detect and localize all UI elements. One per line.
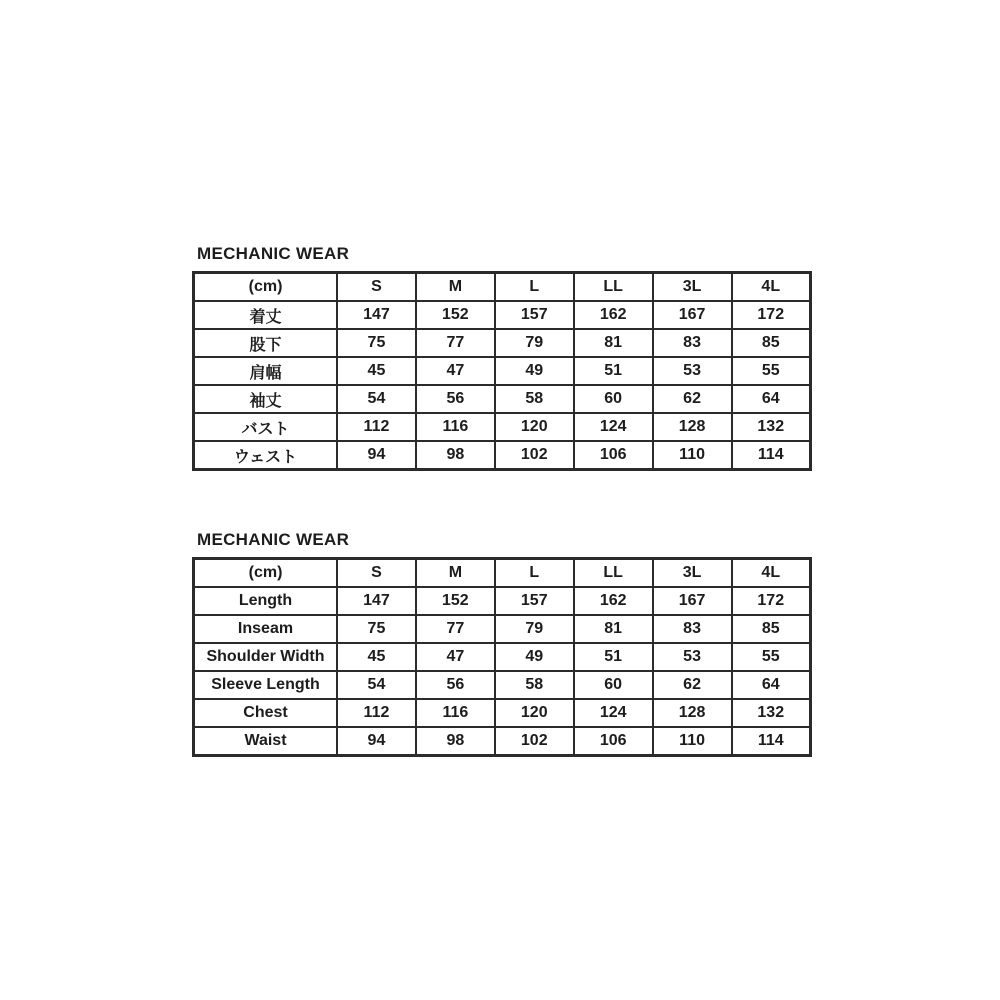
size-header-cell: 3L [653,273,732,302]
measurement-value-cell: 167 [653,587,732,615]
measurement-value-cell: 56 [416,671,495,699]
measurement-value-cell: 45 [337,357,416,385]
measurement-value-cell: 112 [337,699,416,727]
measurement-value-cell: 58 [495,385,574,413]
measurement-value-cell: 114 [732,441,811,470]
measurement-value-cell: 157 [495,587,574,615]
size-chart-english [192,531,812,757]
measurement-value-cell: 54 [337,385,416,413]
measurement-value-cell: 114 [732,727,811,756]
measurement-value-cell: 94 [337,727,416,756]
measurement-value-cell: 45 [337,643,416,671]
measurement-value-cell: 106 [574,441,653,470]
measurement-label-cell: 股下 [194,329,338,357]
header-row [194,559,811,588]
measurement-value-cell: 98 [416,727,495,756]
measurement-value-cell: 147 [337,301,416,329]
size-table-english [192,557,812,757]
measurement-label-cell: 肩幅 [194,357,338,385]
table-row [194,671,811,699]
unit-header-cell: (cm) [194,273,338,302]
measurement-value-cell: 83 [653,615,732,643]
measurement-value-cell: 54 [337,671,416,699]
measurement-label-cell: Shoulder Width [194,643,338,671]
table-row [194,615,811,643]
measurement-value-cell: 56 [416,385,495,413]
measurement-value-cell: 60 [574,671,653,699]
measurement-value-cell: 79 [495,615,574,643]
measurement-value-cell: 75 [337,615,416,643]
measurement-value-cell: 49 [495,643,574,671]
size-header-cell: M [416,559,495,588]
size-header-cell: LL [574,273,653,302]
measurement-value-cell: 98 [416,441,495,470]
table-row [194,699,811,727]
size-header-cell: S [337,273,416,302]
measurement-value-cell: 120 [495,699,574,727]
measurement-value-cell: 81 [574,329,653,357]
measurement-label-cell: Chest [194,699,338,727]
measurement-value-cell: 75 [337,329,416,357]
measurement-value-cell: 77 [416,615,495,643]
table-row [194,727,811,756]
measurement-value-cell: 116 [416,699,495,727]
measurement-label-cell: Inseam [194,615,338,643]
size-chart-title: MECHANIC WEAR [197,244,350,263]
header-row [194,273,811,302]
measurement-value-cell: 110 [653,441,732,470]
size-header-cell: LL [574,559,653,588]
measurement-value-cell: 132 [732,413,811,441]
measurement-value-cell: 51 [574,357,653,385]
measurement-value-cell: 124 [574,413,653,441]
size-header-cell: 3L [653,559,732,588]
table-row [194,441,811,470]
measurement-label-cell: 着丈 [194,301,338,329]
measurement-value-cell: 60 [574,385,653,413]
measurement-value-cell: 55 [732,643,811,671]
size-header-cell: M [416,273,495,302]
size-header-cell: 4L [732,273,811,302]
measurement-value-cell: 152 [416,301,495,329]
measurement-value-cell: 58 [495,671,574,699]
measurement-value-cell: 62 [653,385,732,413]
measurement-value-cell: 81 [574,615,653,643]
size-header-cell: S [337,559,416,588]
measurement-value-cell: 83 [653,329,732,357]
measurement-value-cell: 106 [574,727,653,756]
measurement-value-cell: 79 [495,329,574,357]
size-header-cell: L [495,273,574,302]
measurement-value-cell: 94 [337,441,416,470]
measurement-value-cell: 53 [653,643,732,671]
measurement-value-cell: 157 [495,301,574,329]
measurement-value-cell: 47 [416,643,495,671]
measurement-value-cell: 64 [732,671,811,699]
size-chart-japanese [192,245,812,471]
measurement-value-cell: 132 [732,699,811,727]
measurement-value-cell: 167 [653,301,732,329]
measurement-value-cell: 51 [574,643,653,671]
measurement-value-cell: 53 [653,357,732,385]
measurement-value-cell: 162 [574,301,653,329]
measurement-value-cell: 128 [653,699,732,727]
measurement-value-cell: 47 [416,357,495,385]
measurement-label-cell: Waist [194,727,338,756]
table-row [194,643,811,671]
table-row [194,329,811,357]
measurement-value-cell: 55 [732,357,811,385]
measurement-label-cell: ウェスト [194,441,338,470]
measurement-value-cell: 77 [416,329,495,357]
unit-header-cell: (cm) [194,559,338,588]
measurement-value-cell: 85 [732,329,811,357]
size-table-japanese [192,271,812,471]
measurement-value-cell: 85 [732,615,811,643]
measurement-value-cell: 102 [495,727,574,756]
size-header-cell: L [495,559,574,588]
table-row [194,385,811,413]
measurement-value-cell: 62 [653,671,732,699]
measurement-value-cell: 120 [495,413,574,441]
measurement-value-cell: 172 [732,301,811,329]
measurement-value-cell: 116 [416,413,495,441]
size-chart-title: MECHANIC WEAR [197,530,350,549]
table-row [194,587,811,615]
measurement-value-cell: 49 [495,357,574,385]
measurement-value-cell: 147 [337,587,416,615]
measurement-label-cell: バスト [194,413,338,441]
measurement-value-cell: 128 [653,413,732,441]
table-row [194,301,811,329]
measurement-label-cell: Length [194,587,338,615]
measurement-label-cell: 袖丈 [194,385,338,413]
measurement-value-cell: 102 [495,441,574,470]
size-header-cell: 4L [732,559,811,588]
measurement-value-cell: 124 [574,699,653,727]
table-row [194,413,811,441]
table-row [194,357,811,385]
measurement-value-cell: 64 [732,385,811,413]
measurement-label-cell: Sleeve Length [194,671,338,699]
measurement-value-cell: 172 [732,587,811,615]
measurement-value-cell: 152 [416,587,495,615]
measurement-value-cell: 162 [574,587,653,615]
measurement-value-cell: 112 [337,413,416,441]
measurement-value-cell: 110 [653,727,732,756]
